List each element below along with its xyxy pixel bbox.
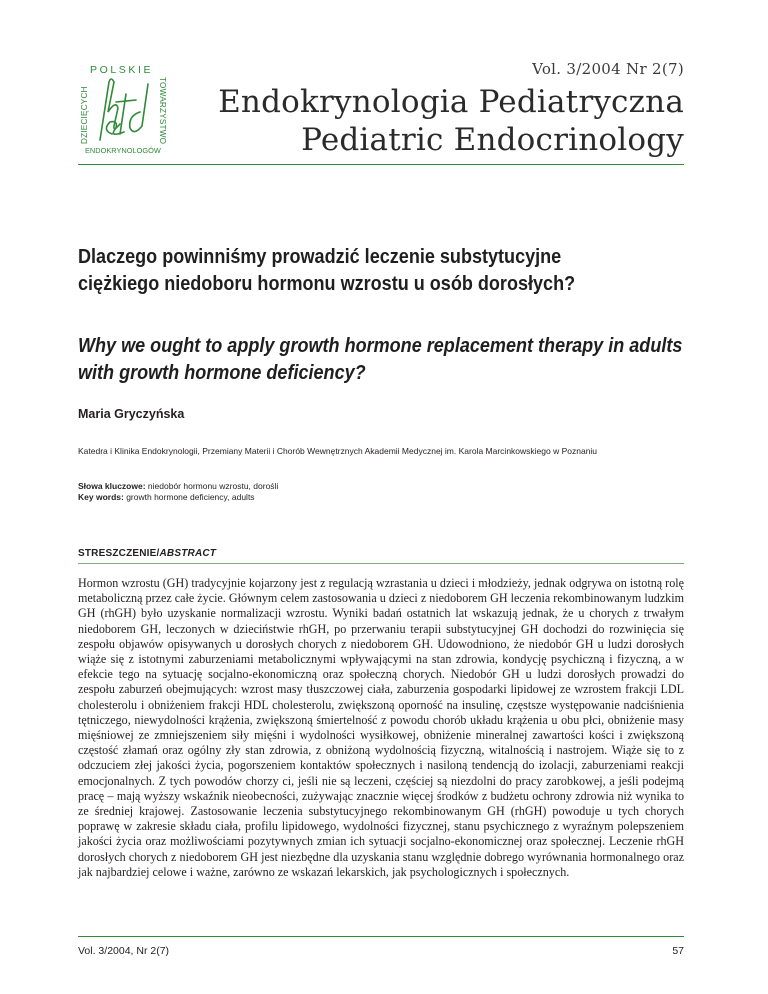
logo-top-text: POLSKIE bbox=[90, 64, 154, 76]
journal-title-en: Pediatric Endocrinology bbox=[301, 122, 684, 158]
footer-volume: Vol. 3/2004, Nr 2(7) bbox=[78, 945, 170, 957]
journal-logo bbox=[78, 62, 178, 154]
abstract-text: Hormon wzrostu (GH) tradycyjnie kojarzony jest z regulacją wzrastania u dzieci i młodzieży, jednak odgrywa on istotną rolę metaboliczną przez całe życie. Głównym celem zastosowania u dzieci z niedoborem GH leczenia rekombinowanym ludzkim GH (rhGH) było uzyskanie normalizacji wzrostu. Wyniki badań ostatnich lat wskazują jednak, że u chorych z trwałym niedoborem GH, leczonych w dzieciństwie rhGH, po przerwaniu terapii substytucyjnej GH dochodzi do rozwinięcia się zespołu objawów opisywanych u dorosłych chorych z niedoborem GH. Udowodniono, że niedobór GH u ludzi dorosłych wiąże się z istotnymi zaburzeniami metabolicznymi wpływającymi na stan zdrowia, kondycję psychiczną i fizyczną, a w efekcie tego na sytuację socjalno-ekonomiczną oraz społeczną chorych. Niedobór GH u ludzi dorosłych prowadzi do zespołu zaburzeń obejmujących: wzrost masy tłuszczowej ciała, zaburzenia gospodarki lipidowej ze wzrostem frakcji LDL cholesterolu i obniżeniem frakcji HDL cholesterolu, zwiększoną oporność na insulinę, częstsze występowanie nadciśnienia tętniczego, niewydolności krążenia, zwiększoną śmiertelność z powodu chorób układu krążenia u obu płci, obniżenie masy mięśniowej ze zmniejszeniem siły mięśni i wydolności wysiłkowej, obniżenie mineralnej zawartości kości i zwiększoną częstość złamań oraz ogólny zły stan zdrowia, z obniżoną wydolnością fizyczną, witalnością i nastrojem. Wiąże się to z odczuciem złej jakości życia, pogorszeniem kontaktów społecznych i nasiloną tendencją do izolacji, zaburzeniami reakcji emocjonalnych. Z tych powodów chorzy ci, jeśli nie są leczeni, częściej są niezdolni do pracy zarobkowej, a jeśli podejmą pracę – mają wyższy wskaźnik nieobecności, zużywając znacznie więcej środków z budżetu ochrony zdrowia niż wynika to ze średniej krajowej. Zastosowanie leczenia substytucyjnego rekombinowanym GH (rhGH) powoduje u tych chorych poprawę w zakresie składu ciała, profilu lipidowego, wydolności fizycznej, stanu psychicznego z wyraźnym polepszeniem jakości życia oraz możliwościami pozytywnych zmian ich sytuacji socjalno-ekonomicznej oraz społecznej. Leczenie rhGH dorosłych chorych z niedoborem GH jest niezbędne dla uzyskania stanu względnie dobrego wyrównania hormonalnego oraz jak najbardziej celowe i ważne, zarówno ze wskazań lekarskich, jak psychologicznych i społecznych. bbox=[78, 576, 684, 879]
keywords-pl-label: Słowa kluczowe: bbox=[78, 481, 146, 491]
keywords-pl bbox=[78, 481, 278, 491]
keywords-pl-value: niedobór hormonu wzrostu, dorośli bbox=[147, 481, 279, 491]
abstract-divider bbox=[78, 563, 684, 564]
author-affiliation: Katedra i Klinika Endokrynologii, Przemiany Materii i Chorób Wewnętrznych Akademii Medycznej im. Karola Marcinkowskiego w Poznaniu bbox=[78, 446, 598, 456]
abstract-heading bbox=[78, 548, 216, 559]
logo-bottom-text: ENDOKRYNOLOGÓW bbox=[85, 146, 161, 154]
logo-left-text: DZIECIĘCYCH bbox=[80, 86, 89, 144]
keywords-en-value: growth hormone deficiency, adults bbox=[126, 492, 255, 502]
issue-volume: Vol. 3/2004 Nr 2(7) bbox=[532, 60, 684, 78]
ptde-logo-icon bbox=[78, 62, 178, 154]
journal-title-pl: Endokrynologia Pediatryczna bbox=[218, 84, 684, 120]
header-divider bbox=[78, 164, 684, 165]
abstract-heading-en: ABSTRACT bbox=[159, 548, 217, 559]
abstract-heading-pl: STRESZCZENIE/ bbox=[78, 548, 160, 559]
article-title-pl: Dlaczego powinniśmy prowadzić leczenie substytucyjne ciężkiego niedoboru hormonu wzrostu u osób dorosłych? bbox=[78, 245, 576, 295]
logo-right-text: TOWARZYSTWO bbox=[158, 77, 167, 145]
article-author: Maria Gryczyńska bbox=[78, 407, 185, 421]
article-title-en: Why we ought to apply growth hormone replacement therapy in adults with growth hormone deficiency? bbox=[78, 334, 683, 384]
logo-monogram-icon bbox=[100, 79, 148, 140]
footer-divider bbox=[78, 936, 684, 937]
keywords-en-label: Key words: bbox=[78, 492, 124, 502]
keywords-en bbox=[78, 492, 255, 502]
page-number: 57 bbox=[672, 945, 684, 957]
